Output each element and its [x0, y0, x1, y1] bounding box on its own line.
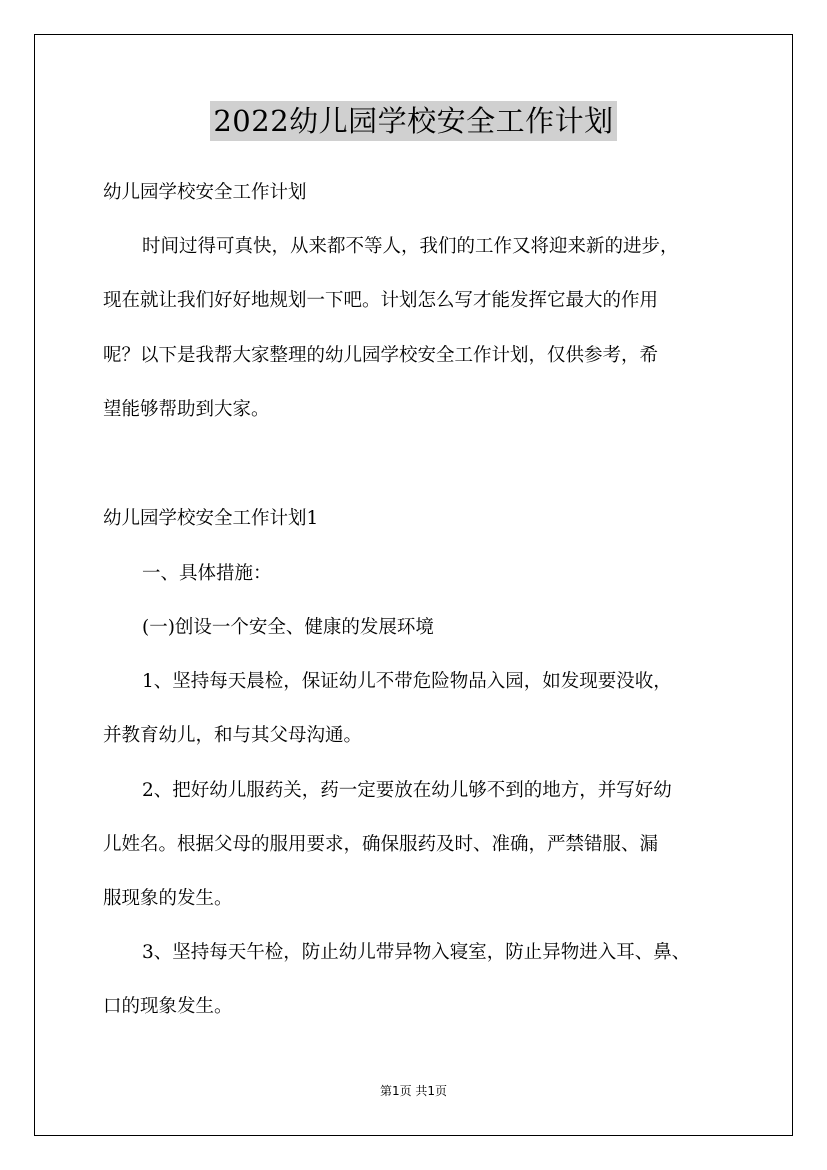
- paragraph-line: 现在就让我们好好地规划一下吧。计划怎么写才能发挥它最大的作用: [103, 290, 659, 311]
- page-footer: 第1页 共1页: [379, 1084, 448, 1098]
- paragraph-line: 幼儿园学校安全工作计划: [103, 182, 307, 203]
- paragraph-line: 儿姓名。根据父母的服用要求，确保服药及时、准确，严禁错服、漏: [103, 834, 659, 855]
- paragraph-line: 并教育幼儿，和与其父母沟通。: [103, 725, 363, 746]
- paragraph-line: 时间过得可真快，从来都不等人，我们的工作又将迎来新的进步，: [142, 236, 679, 257]
- paragraph-line: 3、坚持每天午检，防止幼儿带异物入寝室，防止异物进入耳、鼻、: [142, 942, 691, 963]
- paragraph-line: 望能够帮助到大家。: [103, 399, 270, 420]
- paragraph-line: (一)创设一个安全、健康的发展环境: [142, 617, 434, 638]
- paragraph-line: 1、坚持每天晨检，保证幼儿不带危险物品入园，如发现要没收，: [142, 671, 672, 692]
- section-heading: 幼儿园学校安全工作计划1: [103, 508, 319, 529]
- title-container: [0, 101, 827, 141]
- paragraph-line: 口的现象发生。: [103, 996, 233, 1017]
- paragraph-line: 呢？以下是我帮大家整理的幼儿园学校安全工作计划，仅供参考，希: [103, 345, 659, 366]
- document-title: 2022幼儿园学校安全工作计划: [210, 101, 616, 141]
- paragraph-line: 服现象的发生。: [103, 888, 233, 909]
- paragraph-line: 一、具体措施：: [142, 563, 272, 584]
- paragraph-line: 2、把好幼儿服药关，药一定要放在幼儿够不到的地方，并写好幼: [142, 780, 672, 801]
